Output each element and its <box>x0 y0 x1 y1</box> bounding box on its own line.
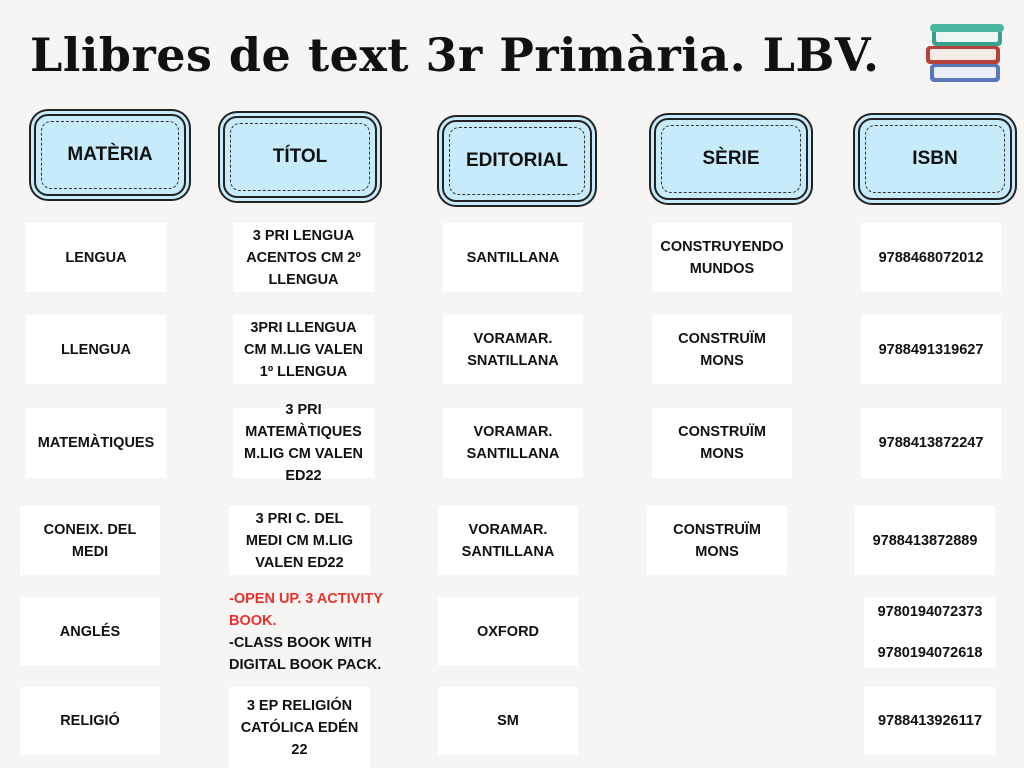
cell-isbn-medi: 9788413872889 <box>855 506 995 575</box>
cell-materia-religio: RELIGIÓ <box>20 687 160 755</box>
cell-materia-lengua: LENGUA <box>26 223 166 292</box>
cell-editorial-lengua: SANTILLANA <box>443 223 583 292</box>
cell-isbn-religio: 9788413926117 <box>864 687 996 755</box>
cell-editorial-angles: OXFORD <box>438 597 578 666</box>
header-editorial <box>442 120 592 202</box>
header-editorial-label: EDITORIAL <box>465 150 569 171</box>
cell-titol-religio: 3 EP RELIGIÓN CATÓLICA EDÉN 22 <box>229 687 370 768</box>
cell-serie-medi: CONSTRUÏM MONS <box>647 506 787 575</box>
cell-materia-angles: ANGLÉS <box>20 597 160 666</box>
cell-editorial-llengua: VORAMAR. SNATILLANA <box>443 315 583 384</box>
isbn-angles-1: 9780194072373 <box>877 604 983 620</box>
cell-isbn-lengua: 9788468072012 <box>861 223 1001 292</box>
header-titol-label: TÍTOL <box>272 146 328 167</box>
header-titol <box>223 116 377 198</box>
cell-isbn-matematiques: 9788413872247 <box>861 408 1001 478</box>
cell-materia-matematiques: MATEMÀTIQUES <box>26 408 166 478</box>
cell-serie-matematiques: CONSTRUÏM MONS <box>652 408 792 478</box>
header-serie <box>654 118 808 200</box>
cell-titol-lengua: 3 PRI LENGUA ACENTOS CM 2º LLENGUA <box>233 223 374 292</box>
cell-editorial-religio: SM <box>438 687 578 755</box>
cell-titol-llengua: 3PRI LLENGUA CM M.LIG VALEN 1º LLENGUA <box>233 315 374 384</box>
header-materia-label: MATÈRIA <box>67 144 153 165</box>
header-isbn-label: ISBN <box>912 148 958 169</box>
header-materia <box>34 114 186 196</box>
cell-serie-llengua: CONSTRUÏM MONS <box>652 315 792 384</box>
cell-titol-matematiques: 3 PRI MATEMÀTIQUES M.LIG CM VALEN ED22 <box>233 408 374 478</box>
cell-titol-angles <box>229 588 419 678</box>
isbn-angles-2: 9780194072618 <box>877 645 983 661</box>
cell-materia-llengua: LLENGUA <box>26 315 166 384</box>
page-title: Llibres de text 3r Primària. LBV. <box>30 28 880 82</box>
cell-editorial-matematiques: VORAMAR. SANTILLANA <box>443 408 583 478</box>
cell-isbn-angles <box>864 597 996 668</box>
titol-angles-activity-book: -OPEN UP. 3 ACTIVITY BOOK. <box>229 591 383 629</box>
cell-isbn-llengua: 9788491319627 <box>861 315 1001 384</box>
titol-angles-class-book: -CLASS BOOK WITH DIGITAL BOOK PACK. <box>229 635 382 673</box>
cell-titol-medi: 3 PRI C. DEL MEDI CM M.LIG VALEN ED22 <box>229 506 370 575</box>
books-stack-icon <box>924 20 1008 86</box>
cell-serie-lengua: CONSTRUYENDO MUNDOS <box>652 223 792 292</box>
header-serie-label: SÈRIE <box>702 148 760 169</box>
cell-materia-medi: CONEIX. DEL MEDI <box>20 506 160 575</box>
cell-editorial-medi: VORAMAR. SANTILLANA <box>438 506 578 575</box>
header-isbn <box>858 118 1012 200</box>
